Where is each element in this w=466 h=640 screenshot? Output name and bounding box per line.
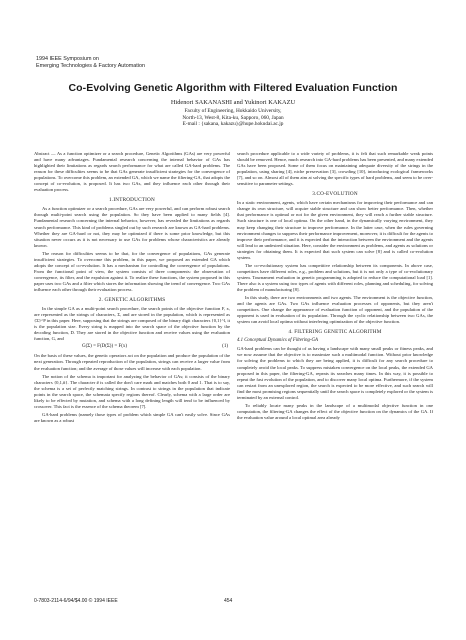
conference-name: 1994 IEEE Symposium on (36, 56, 99, 62)
affiliation-line: North-13, West-8, Kita-ku, Sapporo, 060, Japan (182, 114, 284, 121)
paragraph: The notion of the schema is important for analyzing the behavior of GAs; it consists of the binary characters {0,1,#}. The character # is called the don't care mark and matches both 0 and 1. That is to say, the schema is a set of perfectly matching strings. In contrast to strings in the population that indicate points in the search space, the schemata specify regions thereof. Clearly, schema with a large order are likely to be effected by mutation, and schema with a long defining length will tend to be influenced by crossover. This fact is the essence of the schema theorem [7]. (34, 373, 230, 409)
paragraph: As a function optimizer or a search procedure, GAs are very powerful, and can perform robust search through multi-point search using the population. So they have been applied to many fields [4]. Fundamental research concerning the internal behavior, however, has revealed the limitations as regards search performance. This kind of problems singled out by such research are known as GA-hard problems. Whether they are GA-hard or not, they may be optimized if there is some prior knowledge, but this situation never occurs as it is not necessary to use GAs for problems whose characteristics are already known. (34, 206, 230, 248)
subsection-heading: 4.1 Conceptual Dynamics of Filtering-GA (237, 338, 318, 344)
left-column (34, 151, 230, 426)
affiliation-email: E-mail : {sakana, kakazu}@hupe.hokudai.ac.jp (182, 121, 284, 128)
author-affiliation (0, 108, 466, 128)
copyright-notice: 0-7803-2114-6/94/$4.00 © 1994 IEEE (34, 598, 118, 604)
abstract: Abstract — As a function optimizer or a search procedure, Genetic Algorithms (GAs) are very powerful and have many advantages. Fundamental research concerning the internal behavior of GAs has highlighted their limitations as regards search performance for what are called GA-hard problems. The reason for these difficulties seems to be that GAs generate insufficient strategies for the convergence of populations. To overcome this problem, an extended GA, which we name the filtering-GA, that adopts the concept of co-evolution, is proposed. It has two GAs, and they influence each other through their evaluation process. (34, 151, 230, 193)
conference-subtitle: Emerging Technologies & Factory Automation (36, 63, 145, 69)
affiliation-line: Faculty of Engineering, Hokkaido University, (184, 108, 282, 114)
equation-number: (1) (222, 344, 228, 350)
paragraph: In a static environment, agents, which have certain mechanisms for improving their performance and can change its own structure, will acquire stable structure and can show better performance. Then, whether that performance is optimal or not for the given environment, they will reach a further stable structure. Such structure is one of local optima. On the other hand, in the dynamically varying environment, they may keep changing their structure to improve performance. In the latter case, when the rules governing environment changes to suppress their performance improvement, moreover, it is difficult for the agents to improve their performance, and it is expected that the interaction between the environment and the agents will lead to an undesired situation. Here, consider the environment as problems, and agents as solutions or strategies for obtaining them. It is expected that such system can solve [8] and is called co-evolution system. (237, 200, 433, 260)
section-heading: 1.INTRODUCTION (109, 197, 155, 204)
paragraph: To reliably locate many peaks in the landscape of a multimodal objective function in one computation, the filtering-GA changes the effect of the objective function on the dynamics of the GA. If the evaluation value around a local optimal area already (237, 402, 433, 420)
paragraph: GA-hard problems can be thought of as having a landscape with many small peaks or fitness peaks, and we now assume that the objective is to maximize such a multimodal function. Without prior knowledge for solving the problems to which they are being applied, it is difficult for any search procedure to completely avoid the local peaks. To suppress mistaken convergence on the local peaks, the extended GA proposed in this paper, the filtering-GA, repeats its searches many times. In this way, it is possible to repeat the fast evolution of the population, and to discover many local optima. Furthermore, if the system can restart from an unexplored region, the search is expected to be more effective, and such search will find the most promising regions sequentially until the search space is completely explored or the system is terminated by an external control. (237, 346, 433, 400)
paper-authors: Hidenori SAKANASHI and Yukinori KAKAZU (170, 99, 296, 106)
right-column (237, 151, 433, 423)
paragraph: The reason for difficulties seems to be that, for the convergence of populations, GAs generate insufficient strategies. To overcome this problem, in this paper, we proposed an extended GA which adopts the concept of co-evolution. It has a mechanism for controlling the convergence of populations. From the functional point of view, the system consists of three components: the observation of convergence, its filter, and the expulsion against it. To realize these functions, the system proposed in this paper uses two GAs and a filter which stores the information showing the trend of convergence. Two GAs influence each other through their evaluation process. (34, 250, 230, 292)
conference-header (36, 56, 145, 70)
section-heading: 4. FILTERING GENETIC ALGORITHM (288, 329, 382, 336)
page-number: 454 (224, 598, 233, 604)
section-heading: 2. GENETIC ALGORITHMS (98, 297, 166, 304)
paragraph: In this study, there are two environments and two agents. The environment is the objective function, and the agents are GAs. Two GAs influence evaluation processes of opponents, but they aren't competitors. One change the appearance of evaluation function of opponent, and the population of the opponent is used in evaluation of its population. Through the cyclic relationship between two GAs, the system can avoid local optima without interfering optimization of the objective function. (237, 295, 433, 325)
section-heading: 3.CO-EVOLUTION (312, 191, 358, 198)
paragraph: In the simple GA as a multi-point search procedure, the search points of the objective function F, x, are represented as the strings of characters, Σ, and are stored in the population, which is represented as {Σ}^P in this paper. Here, supposing that the strings are composed of the binary digit characters {0,1}^l, it is the population size. Every string is mapped into the search space of the objective function by the decoding function, D. They are stored in the objective function and receive values using the evaluation function, G, and (34, 306, 230, 342)
paper-title: Co-Evolving Genetic Algorithm with Filtered Evaluation Function (68, 82, 398, 94)
paragraph: On the basis of these values, the genetic operators act on the population and produce the population of the next generation. Through repeated reproduction of the population, strings can receive a larger value from the evaluation function; and the average of those values will increase with each population. (34, 353, 230, 371)
equation-body: G(Σ) = F(D(Σ)) = F(x) (82, 344, 128, 350)
paragraph: The co-evolutionary system has competitive relationship between its components. In above case, competitors have different roles, e.g., problem and solutions, but it is not only a type of co-evolutionary system. Tournament evaluation in genetic programming is adopted to reduce the computational load [1]. There also is a system using two types of agents with different roles, planning and scheduling, for solving the problem of manufacturing [8]. (237, 262, 433, 292)
paragraph: search procedure applicable to a wide variety of problems, it is felt that such remarkable weak points should be removed. Hence, much research into GA-hard problems has been presented, and many extended GAs have been proposed. Some of them focus on maintaining adequate diversity of the strings in the population, using sharing [4], niche preservation [3], crowding [10], introducing ecological frameworks [7], and so on. Almost all of them aim at solving the specific types of hard problems, and seem to be over-sensitive to parameter settings. (237, 151, 433, 187)
equation (34, 344, 230, 350)
paragraph: GA-hard problems (namely those types of problem which simple GA can't easily solve. Since GAs are known as a robust (34, 411, 230, 423)
